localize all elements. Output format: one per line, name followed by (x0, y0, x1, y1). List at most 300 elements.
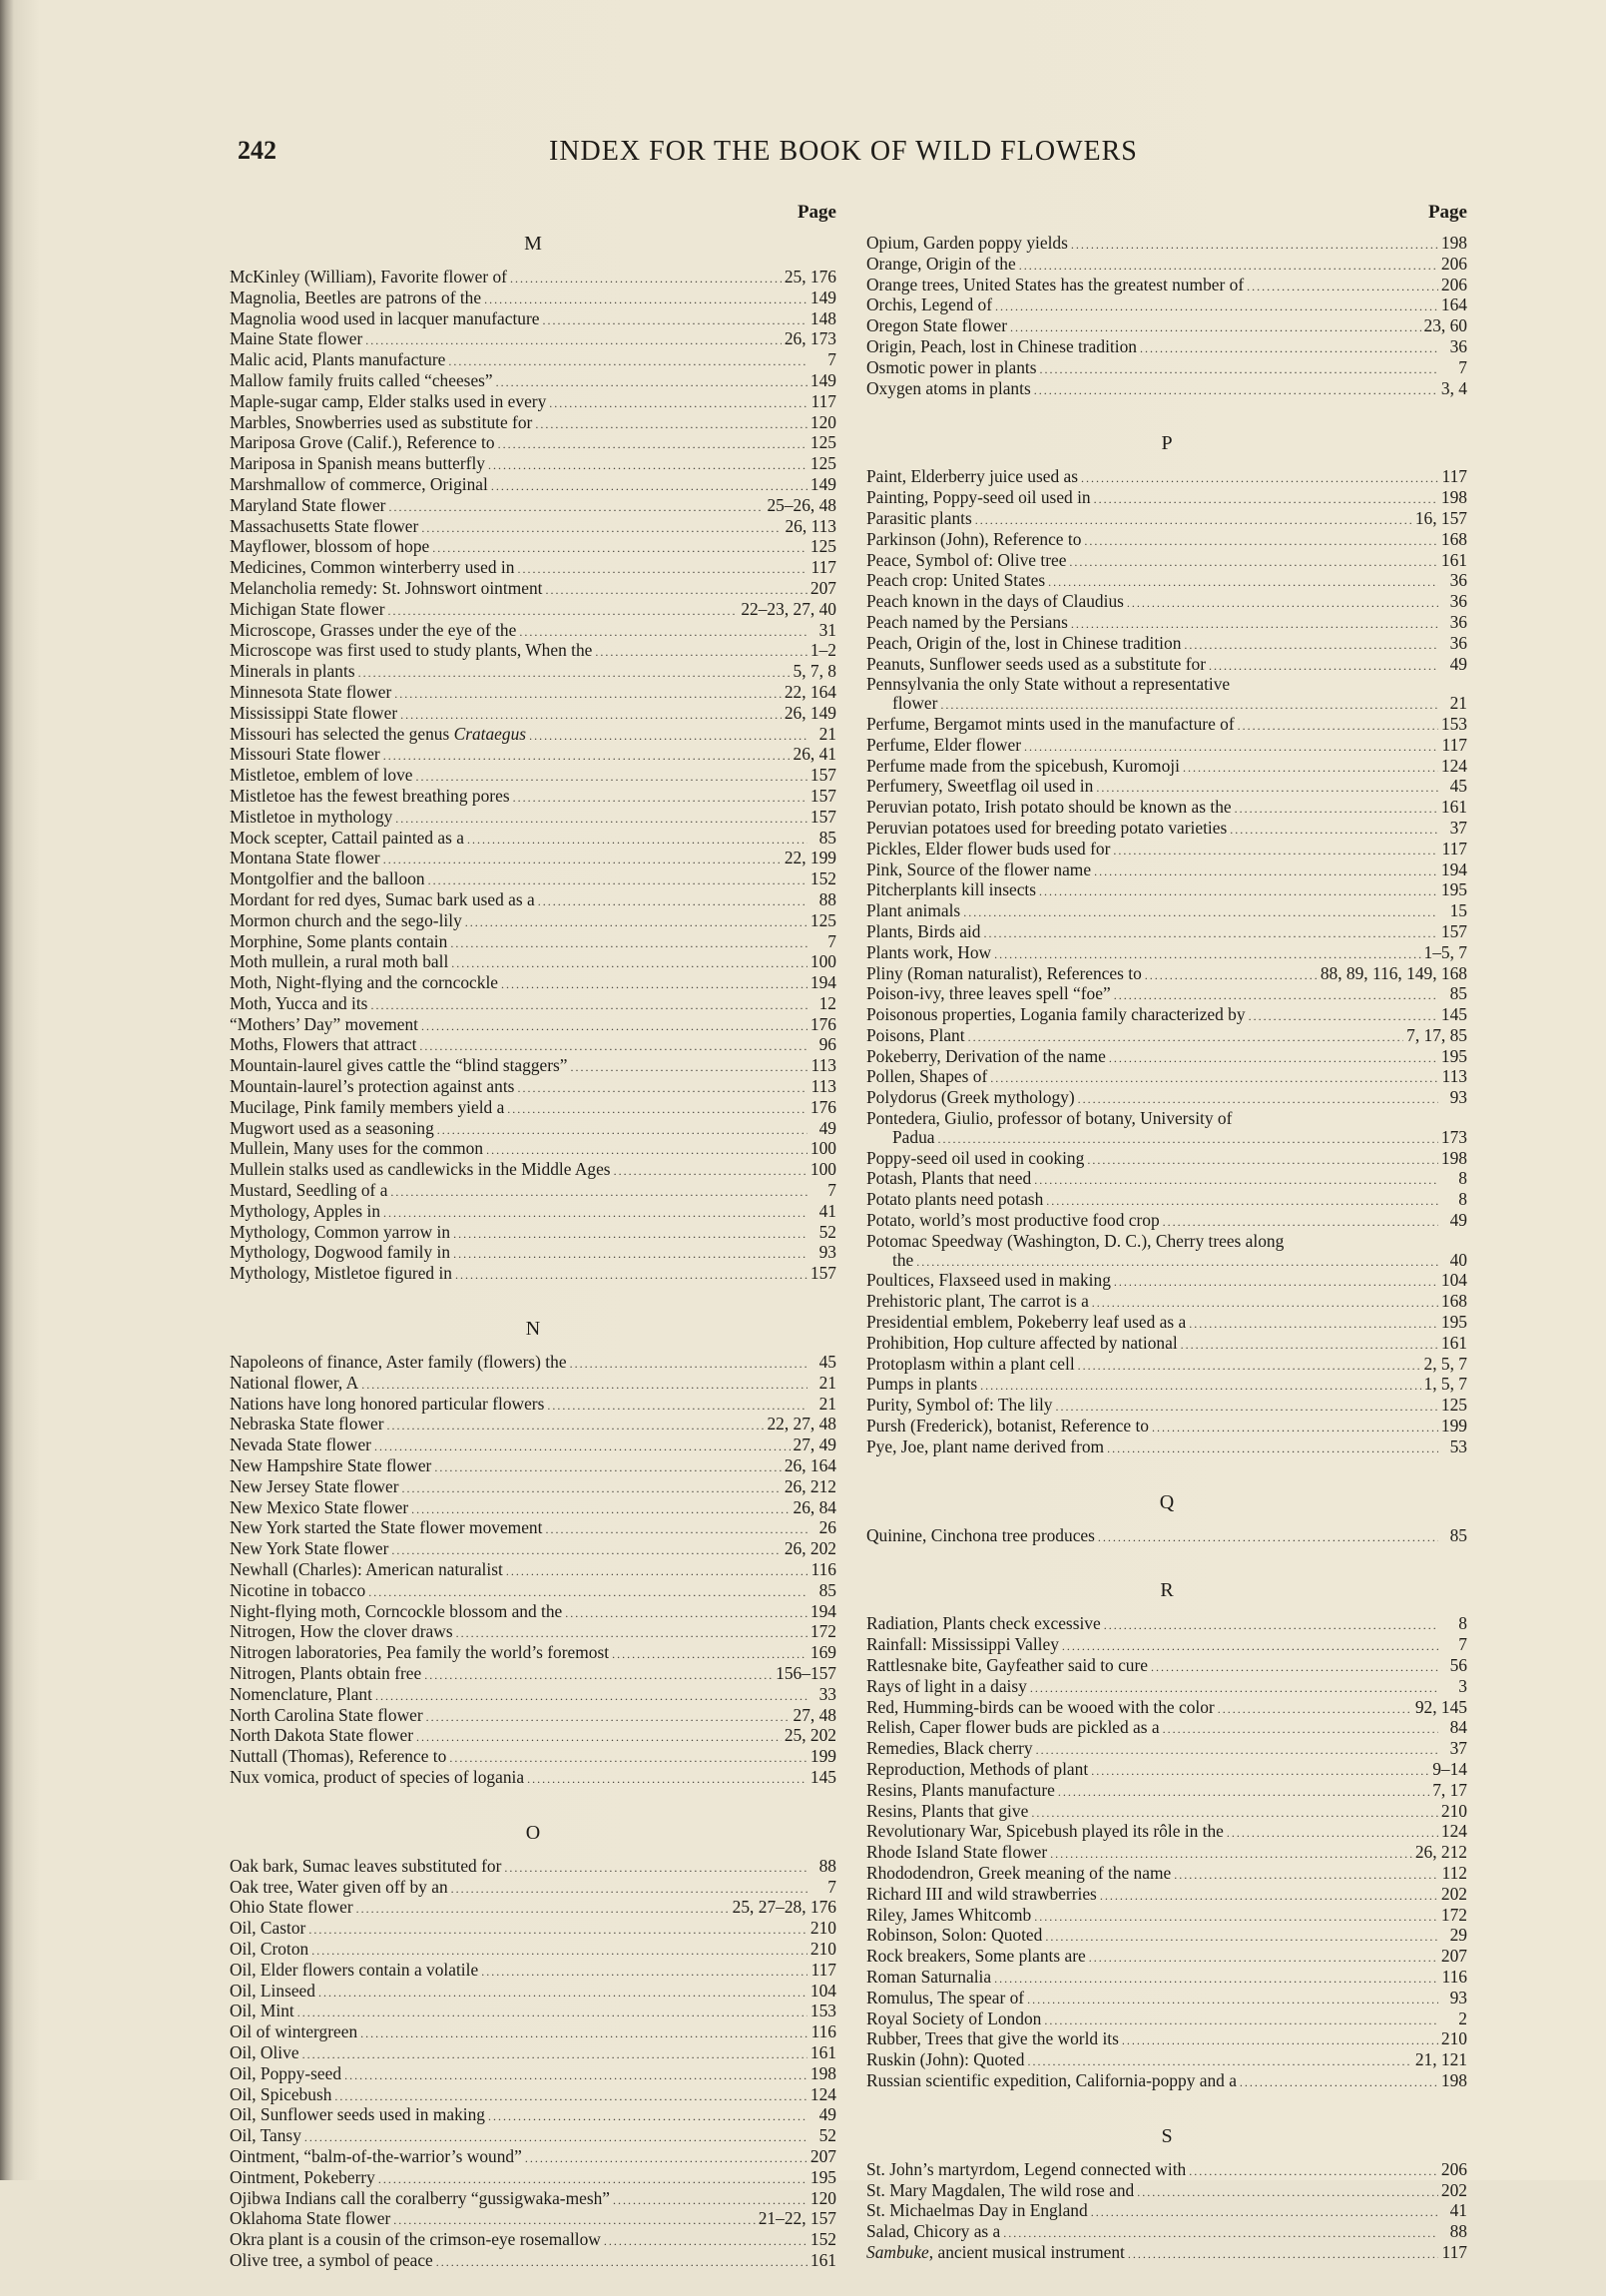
index-entry (230, 1243, 836, 1264)
entry-page-refs: 16, 157 (1414, 507, 1467, 528)
entry-term: Magnolia wood used in lacquer manufacture (230, 307, 540, 328)
entry-term: Poultices, Flaxseed used in making (866, 1270, 1111, 1291)
entry-term: Minnesota State flower (230, 681, 392, 702)
index-entry (866, 1026, 1467, 1047)
index-entry (230, 392, 836, 413)
index-entry (866, 675, 1467, 694)
entry-term: Orange, Origin of the (866, 253, 1016, 274)
entry-page-refs: 29 (1449, 1925, 1467, 1946)
entry-page-refs: 26, 41 (793, 744, 836, 765)
dot-leader (1036, 1741, 1438, 1760)
entry-term: Potomac Speedway (Washington, D. C.), Cherry trees along (866, 1230, 1285, 1251)
index-entry (230, 787, 836, 808)
entry-page-refs: 168 (1440, 1291, 1467, 1312)
index-entry (230, 2064, 836, 2085)
entry-page-refs: 40 (1449, 1249, 1467, 1270)
dot-leader (1189, 2162, 1438, 2181)
entry-term: Plant animals (866, 900, 961, 921)
dot-leader (1092, 1294, 1438, 1313)
entry-page-refs: 49 (818, 2104, 836, 2125)
entry-term: Nomenclature, Plant (230, 1683, 372, 1704)
dot-leader (535, 415, 807, 434)
entry-page-refs: 124 (809, 2083, 836, 2104)
entry-term: Peace, Symbol of: Olive tree (866, 549, 1067, 570)
dot-leader (1163, 1720, 1438, 1739)
index-entry (866, 2009, 1467, 2030)
index-entry (866, 530, 1467, 551)
entry-page-refs: 25, 27–28, 176 (732, 1897, 836, 1918)
entry-page-refs: 49 (1449, 653, 1467, 674)
entry-term: Plants work, How (866, 941, 992, 962)
dot-leader (1031, 1804, 1438, 1823)
entry-term: Remedies, Black cherry (866, 1738, 1033, 1759)
index-entry (230, 1035, 836, 1056)
index-entry (230, 683, 836, 704)
dot-leader (1113, 842, 1438, 861)
index-section-p (866, 429, 1467, 1481)
dot-leader (432, 539, 807, 558)
dot-leader (994, 945, 1420, 964)
dot-leader (455, 1266, 807, 1285)
dot-leader (356, 1900, 730, 1919)
dot-leader (1034, 1171, 1438, 1190)
index-entry (230, 1202, 836, 1223)
dot-leader (1069, 553, 1437, 572)
dot-leader (1050, 1845, 1412, 1864)
index-entry (230, 1498, 836, 1519)
dot-leader (1096, 779, 1438, 798)
entry-page-refs: 124 (1440, 755, 1467, 776)
dot-leader (571, 1058, 807, 1077)
index-entry (230, 1264, 836, 1285)
entry-page-refs: 56 (1449, 1655, 1467, 1676)
dot-leader (368, 1583, 807, 1602)
entry-term: Missouri has selected the genus Crataegus (230, 723, 527, 744)
dot-leader (547, 1397, 807, 1416)
entry-page-refs: 125 (809, 453, 836, 474)
index-entry (866, 1211, 1467, 1232)
index-entry (866, 715, 1467, 736)
dot-leader (1122, 2031, 1438, 2050)
index-entry (230, 2105, 836, 2126)
entry-term: Russian scientific expedition, California-poppy and a (866, 2069, 1237, 2090)
dot-leader (498, 435, 807, 454)
entry-term: Mistletoe in mythology (230, 806, 393, 827)
entry-page-refs: 21 (818, 723, 836, 744)
dot-leader (1089, 1949, 1438, 1968)
dot-leader (449, 1749, 807, 1768)
dot-leader (383, 1204, 807, 1223)
entry-page-refs: 195 (1440, 1312, 1467, 1333)
index-entry (230, 1919, 836, 1940)
index-entry (866, 819, 1467, 840)
dot-leader (1109, 1049, 1438, 1068)
index-entry (230, 849, 836, 869)
entry-page-refs: 12 (818, 992, 836, 1013)
section-letter: P (1161, 432, 1173, 455)
entry-term: North Carolina State flower (230, 1704, 423, 1725)
index-entry (866, 1437, 1467, 1458)
entry-term: Rainfall: Mississippi Valley (866, 1634, 1059, 1655)
dot-leader (436, 2253, 807, 2272)
entry-term: Pennsylvania the only State without a representative (866, 674, 1231, 695)
entry-page-refs: 26, 149 (784, 702, 836, 723)
dot-leader (1183, 759, 1438, 778)
index-entry (866, 798, 1467, 819)
entry-term: Peanuts, Sunflower seeds used as a substitute for (866, 653, 1207, 674)
entry-page-refs: 153 (809, 2001, 836, 2021)
section-letter: N (525, 1318, 541, 1341)
entry-term: Resins, Plants that give (866, 1800, 1029, 1821)
dot-leader (1010, 318, 1421, 337)
entry-page-refs: 161 (1440, 797, 1467, 818)
entry-page-refs: 176 (809, 1096, 836, 1117)
entry-page-refs: 36 (1449, 335, 1467, 356)
index-entry (230, 973, 836, 994)
dot-leader (1140, 339, 1438, 358)
dot-leader (496, 373, 807, 392)
entry-page-refs: 8 (1458, 1613, 1467, 1634)
entry-term: Opium, Garden poppy yields (866, 233, 1068, 253)
entry-term: Okra plant is a cousin of the crimson-eye rosemallow (230, 2229, 601, 2250)
index-entry (866, 255, 1467, 276)
running-title: INDEX FOR THE BOOK OF WILD FLOWERS (549, 136, 1138, 167)
entry-term: Orchis, Legend of (866, 294, 993, 315)
dot-leader (1127, 594, 1438, 613)
entry-page-refs: 210 (809, 1938, 836, 1959)
index-entry (230, 1622, 836, 1643)
section-letter: M (524, 233, 542, 255)
dot-leader (388, 498, 764, 517)
entry-page-refs: 157 (1440, 920, 1467, 941)
entry-term: Perfume, Bergamot mints used in the manufacture of (866, 713, 1235, 734)
index-entry (230, 350, 836, 371)
entry-term: Nitrogen, How the clover draws (230, 1621, 453, 1642)
index-entry (230, 475, 836, 496)
index-entry (230, 268, 836, 288)
entry-page-refs: 161 (809, 2041, 836, 2062)
index-entry (866, 1005, 1467, 1026)
entry-page-refs: 198 (1440, 487, 1467, 508)
entry-page-refs: 199 (809, 1746, 836, 1767)
index-entry (866, 2201, 1467, 2222)
index-entry (230, 1685, 836, 1706)
index-entry (866, 1614, 1467, 1635)
dot-leader (1046, 1192, 1438, 1211)
entry-term: Moth, Night-flying and the corncockle (230, 972, 499, 993)
index-entry (230, 1374, 836, 1395)
entry-page-refs: 116 (810, 2021, 836, 2042)
entry-term: Moths, Flowers that attract (230, 1034, 417, 1055)
dot-leader (1145, 966, 1318, 985)
entry-page-refs: 26, 173 (784, 328, 836, 349)
index-entry (866, 234, 1467, 255)
dot-leader (1091, 2203, 1438, 2222)
entry-page-refs: 117 (810, 1959, 836, 1980)
entry-term: Plants, Birds aid (866, 920, 981, 941)
entry-term: Perfume, Elder flower (866, 734, 1022, 755)
entry-term: Mythology, Common yarrow in (230, 1221, 451, 1242)
entry-term: Napoleons of finance, Aster family (flowers) the (230, 1352, 567, 1373)
entry-term: Oak tree, Water given off by an (230, 1876, 448, 1897)
entry-term: Prehistoric plant, The carrot is a (866, 1291, 1089, 1312)
entry-page-refs: 117 (1441, 2241, 1467, 2262)
index-entry (866, 964, 1467, 985)
entry-term: Mordant for red dyes, Sumac bark used as a (230, 888, 535, 909)
dot-leader (1218, 1700, 1412, 1719)
entry-page-refs: 21 (1449, 693, 1467, 714)
dot-leader (453, 1245, 807, 1264)
entry-page-refs: 9–14 (1432, 1759, 1467, 1779)
entry-term: Ruskin (John): Quoted (866, 2049, 1025, 2070)
entry-term: Mallow family fruits called “cheeses” (230, 369, 493, 390)
entry-term: Pitcherplants kill insects (866, 879, 1037, 900)
section-letter: S (1161, 2124, 1173, 2147)
dot-leader (1091, 1762, 1429, 1781)
dot-leader (1128, 2245, 1438, 2264)
index-entry (230, 1395, 836, 1416)
dot-leader (1027, 2052, 1411, 2071)
index-entry (230, 829, 836, 850)
index-entry (866, 337, 1467, 358)
index-entry (230, 1706, 836, 1727)
index-entry (230, 2189, 836, 2210)
index-entry (230, 1119, 836, 1140)
entry-term: New Mexico State flower (230, 1496, 409, 1517)
entry-page-refs: 22, 199 (784, 848, 836, 868)
index-entry (866, 757, 1467, 778)
entry-term: Melancholia remedy: St. Johnswort ointment (230, 577, 543, 598)
index-entry (230, 2043, 836, 2064)
entry-term: North Dakota State flower (230, 1725, 413, 1746)
entry-term: Microscope was first used to study plants, When the (230, 640, 593, 661)
entry-page-refs: 26, 212 (784, 1475, 836, 1496)
entry-term: Oil, Spicebush (230, 2083, 332, 2104)
entry-term: Mistletoe, emblem of love (230, 765, 413, 786)
dot-leader (994, 1970, 1438, 1989)
entry-term: Pursh (Frederick), botanist, Reference to (866, 1416, 1149, 1436)
entry-page-refs: 207 (809, 577, 836, 598)
entry-page-refs: 113 (1441, 1066, 1467, 1087)
index-entry (230, 1539, 836, 1560)
index-entry (230, 496, 836, 517)
dot-leader (968, 1028, 1404, 1047)
entry-page-refs: 161 (1440, 1332, 1467, 1353)
dot-leader (595, 643, 807, 662)
entry-list (866, 1614, 1467, 2091)
index-entry (866, 1313, 1467, 1334)
dot-leader (391, 1541, 781, 1560)
entry-term: Mountain-laurel gives cattle the “blind staggers” (230, 1055, 568, 1076)
dot-leader (361, 1376, 807, 1395)
entry-term: Oak bark, Sumac leaves substituted for (230, 1855, 502, 1876)
section-letter: O (525, 1821, 541, 1844)
entry-page-refs: 198 (1440, 233, 1467, 253)
dot-leader (1100, 1887, 1438, 1906)
dot-leader (360, 2024, 807, 2043)
dot-leader (486, 1141, 807, 1160)
dot-leader (302, 2045, 807, 2064)
entry-page-refs: 199 (1440, 1416, 1467, 1436)
dot-leader (513, 789, 807, 808)
index-entry (866, 1906, 1467, 1927)
entry-term: Pumps in plants (866, 1374, 978, 1395)
entry-page-refs: 37 (1449, 817, 1467, 838)
dot-leader (1084, 532, 1438, 551)
index-entry (230, 413, 836, 434)
dot-leader (1240, 2073, 1438, 2092)
entry-term: Microscope, Grasses under the eye of the (230, 619, 517, 640)
index-entry (230, 558, 836, 579)
entry-page-refs: 100 (809, 951, 836, 972)
entry-term: Oregon State flower (866, 315, 1008, 336)
entry-page-refs: 206 (1440, 274, 1467, 294)
entry-term: Maryland State flower (230, 494, 386, 515)
entry-term: Nitrogen, Plants obtain free (230, 1663, 422, 1683)
section-letter: R (1160, 1579, 1174, 1602)
dot-leader (517, 560, 807, 579)
entry-term: Moth, Yucca and its (230, 992, 368, 1013)
entry-page-refs: 153 (1440, 713, 1467, 734)
index-entry (866, 1355, 1467, 1376)
index-entry (230, 1518, 836, 1539)
entry-term: Parasitic plants (866, 507, 972, 528)
dot-leader (1189, 1315, 1438, 1334)
index-entry (866, 694, 1467, 715)
index-entry (866, 1718, 1467, 1739)
entry-page-refs: 113 (810, 1055, 836, 1076)
dot-leader (411, 1500, 790, 1519)
entry-term: Pickles, Elder flower buds used for (866, 838, 1111, 859)
index-entry (866, 1635, 1467, 1656)
entry-page-refs: 31 (818, 619, 836, 640)
index-entry (230, 1940, 836, 1961)
index-entry (230, 1015, 836, 1036)
entry-term: Oil, Castor (230, 1918, 306, 1939)
index-entry (230, 869, 836, 890)
dot-leader (1039, 882, 1438, 901)
dot-leader (975, 511, 1412, 530)
index-entry (866, 1968, 1467, 1989)
entry-page-refs: 210 (1440, 2028, 1467, 2049)
index-entry (230, 911, 836, 932)
dot-leader (545, 1520, 807, 1539)
entry-term: Reproduction, Methods of plant (866, 1759, 1089, 1779)
entry-term: Montgolfier and the balloon (230, 868, 425, 889)
entry-page-refs: 194 (809, 1600, 836, 1621)
index-entry (230, 2168, 836, 2189)
dot-leader (1094, 490, 1438, 509)
dot-leader (545, 581, 806, 600)
dot-leader (416, 1728, 782, 1747)
dot-leader (501, 975, 807, 994)
entry-page-refs: 169 (809, 1642, 836, 1663)
entry-page-refs: 210 (1440, 1800, 1467, 1821)
entry-page-refs: 7, 17, 85 (1406, 1024, 1467, 1045)
dot-leader (344, 2066, 807, 2085)
dot-leader (318, 1984, 807, 2003)
index-entry (230, 1223, 836, 1244)
entry-term: Missouri State flower (230, 744, 380, 765)
index-entry (230, 1098, 836, 1119)
index-entry (866, 840, 1467, 861)
dot-leader (1024, 738, 1438, 757)
dot-leader (517, 1079, 807, 1098)
dot-leader (613, 2191, 807, 2210)
index-entry (230, 2147, 836, 2168)
entry-page-refs: 37 (1449, 1738, 1467, 1759)
entry-term: Roman Saturnalia (866, 1966, 992, 1987)
dot-leader (1209, 657, 1438, 676)
entry-term: Prohibition, Hop culture affected by national (866, 1332, 1178, 1353)
entry-term: Mullein, Many uses for the common (230, 1138, 484, 1159)
entry-term: Protoplasm within a plant cell (866, 1353, 1075, 1374)
entry-page-refs: 45 (818, 1352, 836, 1373)
entry-page-refs: 145 (1440, 1004, 1467, 1025)
index-section-continued (866, 234, 1467, 423)
dot-leader (453, 1225, 807, 1244)
entry-term: Moth mullein, a rural moth ball (230, 951, 449, 972)
dot-leader (394, 685, 782, 704)
entry-page-refs: 52 (818, 1221, 836, 1242)
index-section-n (230, 1315, 836, 1813)
index-entry (866, 1947, 1467, 1968)
index-entry (866, 1989, 1467, 2009)
dot-leader (1027, 1991, 1438, 2009)
entry-term: Ohio State flower (230, 1897, 353, 1918)
entry-page-refs: 117 (1441, 734, 1467, 755)
entry-page-refs: 120 (809, 2187, 836, 2208)
entry-term: Potato plants need potash (866, 1189, 1044, 1210)
entry-term: Pokeberry, Derivation of the name (866, 1045, 1106, 1066)
dot-leader (1152, 1419, 1438, 1437)
entry-term: Massachusetts State flower (230, 515, 419, 536)
entry-page-refs: 116 (810, 1559, 836, 1580)
index-entry (866, 1843, 1467, 1864)
dot-leader (297, 2004, 807, 2022)
dot-leader (1163, 1213, 1438, 1232)
dot-leader (565, 1604, 807, 1623)
entry-term: New York State flower (230, 1538, 389, 1559)
dot-leader (1030, 1679, 1438, 1698)
index-entry (230, 641, 836, 662)
index-entry (866, 777, 1467, 798)
entry-term: Mugwort used as a seasoning (230, 1117, 434, 1138)
index-entry (866, 1067, 1467, 1088)
entry-page-refs: 157 (809, 806, 836, 827)
dot-leader (400, 706, 782, 725)
dot-leader (437, 1121, 807, 1140)
entry-page-refs: 7 (1458, 356, 1467, 377)
entry-page-refs: 116 (1441, 1966, 1467, 1987)
index-entry (230, 890, 836, 911)
entry-page-refs: 92, 145 (1414, 1696, 1467, 1717)
entry-page-refs: 112 (1441, 1862, 1467, 1883)
entry-list (230, 1857, 836, 2272)
dot-leader (434, 1458, 781, 1477)
entry-term: Nuttall (Thomas), Reference to (230, 1746, 447, 1767)
entry-page-refs: 25–26, 48 (767, 494, 836, 515)
dot-leader (481, 1963, 807, 1982)
entry-term: Oil, Sunflower seeds used in making (230, 2104, 485, 2125)
entry-page-refs: 117 (1441, 466, 1467, 487)
entry-page-refs: 27, 49 (793, 1435, 836, 1455)
index-entry (230, 1581, 836, 1602)
entry-term: Montana State flower (230, 848, 380, 868)
index-entry (866, 1047, 1467, 1068)
entry-page-refs: 93 (1449, 1087, 1467, 1108)
dot-leader (424, 1666, 773, 1685)
